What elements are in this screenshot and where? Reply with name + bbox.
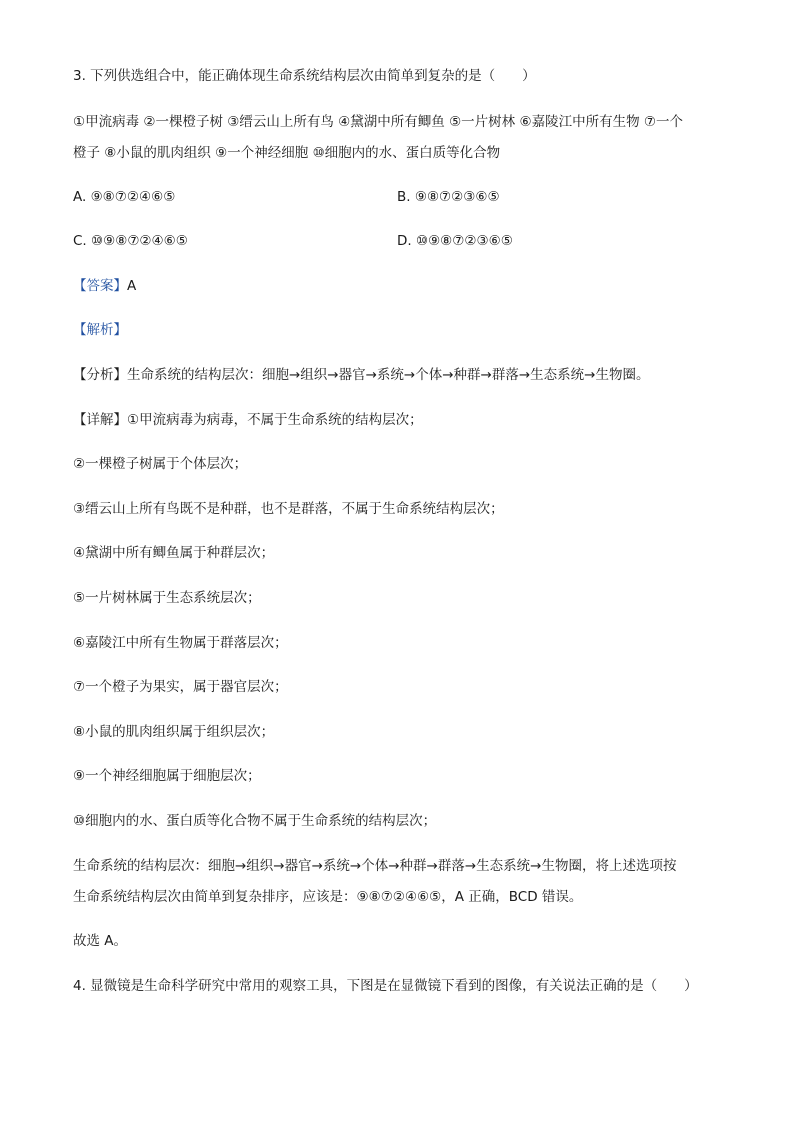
question-3-items-line-1: ①甲流病毒 ②一棵橙子树 ③缙云山上所有鸟 ④黛湖中所有鲫鱼 ⑤一片树林 ⑥嘉陵江中所有生物 ⑦一个 xyxy=(73,114,683,130)
xiangjie-line xyxy=(73,411,423,429)
conclusion: 故选 A。 xyxy=(73,933,128,949)
option-c: C. ⑩⑨⑧⑦②④⑥⑤ xyxy=(73,233,188,249)
answer-value: A xyxy=(127,278,137,294)
question-4-stem: 4. 显微镜是生命科学研究中常用的观察工具，下图是在显微镜下看到的图像，有关说法正确的是（ ） xyxy=(73,978,698,994)
detail-item: ④黛湖中所有鲫鱼属于种群层次； xyxy=(73,545,275,561)
option-b: B. ⑨⑧⑦②③⑥⑤ xyxy=(397,189,500,205)
answer-tag: 【答案】 xyxy=(73,278,127,294)
fenxi-tag: 【分析】 xyxy=(73,367,127,383)
answer-line xyxy=(73,277,136,295)
question-3-items-line-2: 橙子 ⑧小鼠的肌肉组织 ⑨一个神经细胞 ⑩细胞内的水、蛋白质等化合物 xyxy=(73,145,501,161)
detail-item: ⑨一个神经细胞属于细胞层次； xyxy=(73,768,261,784)
detail-item: ⑥嘉陵江中所有生物属于群落层次； xyxy=(73,635,288,651)
detail-item: ⑧小鼠的肌肉组织属于组织层次； xyxy=(73,724,275,740)
detail-item: ②一棵橙子树属于个体层次； xyxy=(73,456,248,472)
detail-item: ①甲流病毒为病毒，不属于生命系统的结构层次； xyxy=(127,412,423,428)
analysis-tag: 【解析】 xyxy=(73,322,127,338)
detail-item: ⑩细胞内的水、蛋白质等化合物不属于生命系统的结构层次； xyxy=(73,813,437,829)
summary-line-1: 生命系统的结构层次：细胞→组织→器官→系统→个体→种群→群落→生态系统→生物圈，将上述选项按 xyxy=(73,858,677,874)
detail-item: ⑦一个橙子为果实，属于器官层次； xyxy=(73,679,288,695)
fenxi-text: 生命系统的结构层次：细胞→组织→器官→系统→个体→种群→群落→生态系统→生物圈。 xyxy=(127,367,650,383)
xiangjie-tag: 【详解】 xyxy=(73,412,127,428)
summary-line-2: 生命系统结构层次由简单到复杂排序，应该是：⑨⑧⑦②④⑥⑤，A 正确，BCD 错误。 xyxy=(73,889,583,905)
detail-item: ⑤一片树林属于生态系统层次； xyxy=(73,590,261,606)
option-a: A. ⑨⑧⑦②④⑥⑤ xyxy=(73,189,176,205)
fenxi-line xyxy=(73,366,650,384)
detail-item: ③缙云山上所有鸟既不是种群，也不是群落，不属于生命系统结构层次； xyxy=(73,501,504,517)
option-d: D. ⑩⑨⑧⑦②③⑥⑤ xyxy=(397,233,513,249)
question-3-stem: 3. 下列供选组合中，能正确体现生命系统结构层次由简单到复杂的是（ ） xyxy=(73,68,536,84)
